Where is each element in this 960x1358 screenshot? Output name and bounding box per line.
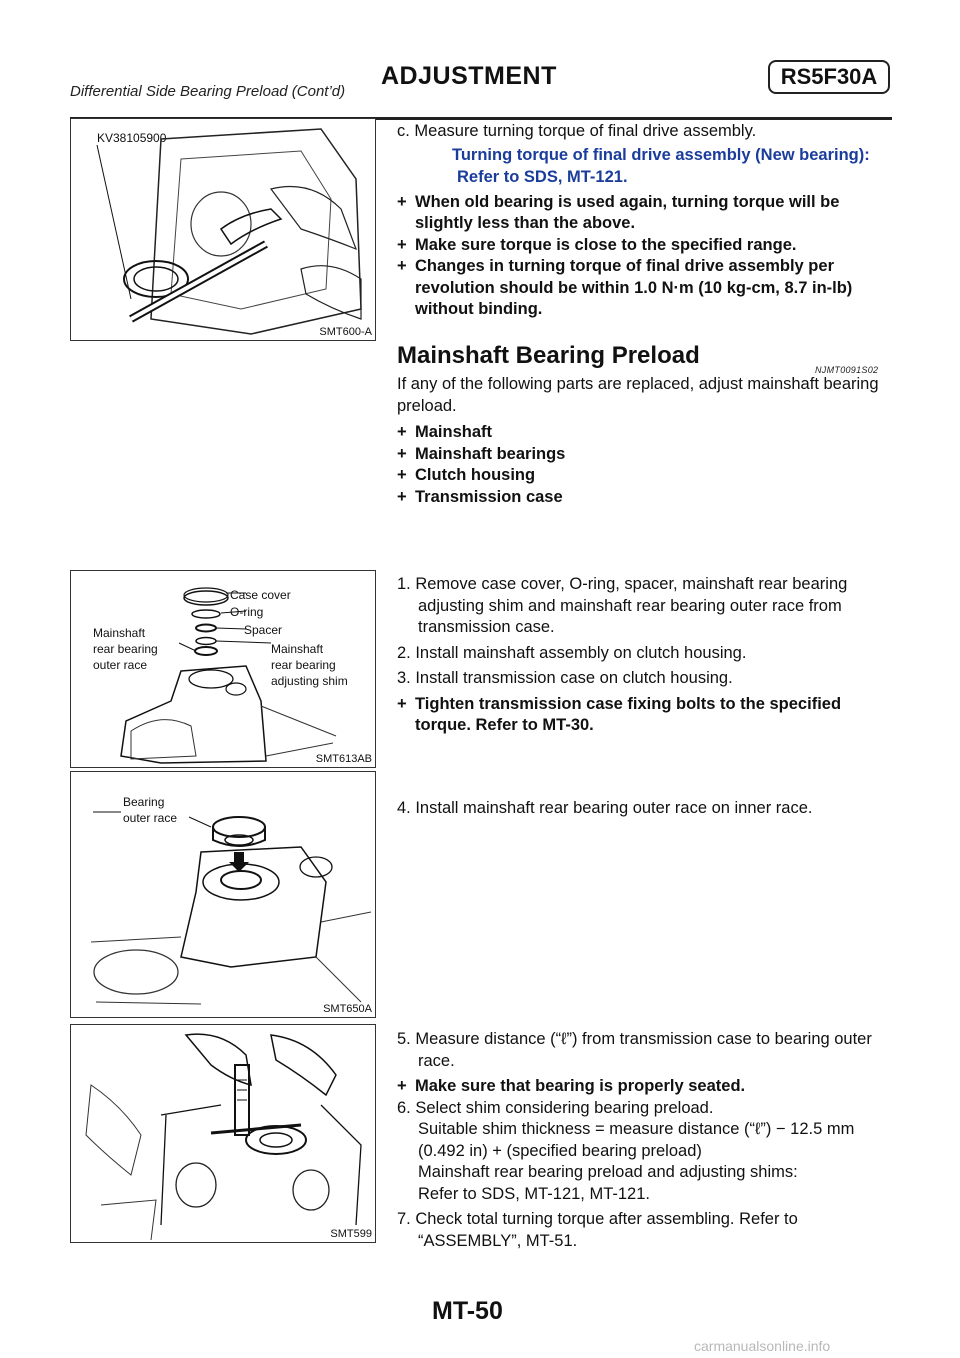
bullet-mark: + xyxy=(397,487,407,506)
depth-gauge-measurement-illustration xyxy=(71,1025,375,1242)
part-mainshaft-bearings xyxy=(397,444,893,466)
measure-shim-block xyxy=(397,1029,893,1252)
figure-code: SMT613AB xyxy=(315,753,372,765)
model-badge: RS5F30A xyxy=(768,60,890,94)
fig2-label: Spacer xyxy=(244,623,283,637)
figure-code: SMT650A xyxy=(323,1003,372,1015)
step-c: c. Measure turning torque of final drive assembly. xyxy=(397,122,757,140)
step-6-formula: Suitable shim thickness = measure distance (“ℓ”) − 12.5 mm (0.492 in) + (specified bearing preload) xyxy=(418,1120,855,1160)
fig2-label: Mainshaft xyxy=(93,626,146,640)
fig2-label: rear bearing xyxy=(271,658,336,672)
bullet-tighten-bolts xyxy=(397,694,893,737)
figure-code: SMT599 xyxy=(330,1228,372,1240)
figure-smt599 xyxy=(70,1024,376,1243)
bullet-torque-range xyxy=(397,235,893,257)
step-6-reference: Refer to SDS, MT-121, MT-121. xyxy=(418,1184,650,1203)
bullet-text: Make sure that bearing is properly seated. xyxy=(415,1077,746,1095)
bullet-text: When old bearing is used again, turning torque will be slightly less than the above. xyxy=(415,192,840,232)
figure-smt600a xyxy=(70,118,376,341)
fig2-label: O-ring xyxy=(230,605,264,619)
step-5: 5. Measure distance (“ℓ”) from transmission case to bearing outer race. xyxy=(397,1030,872,1070)
page-title: ADJUSTMENT xyxy=(381,62,557,90)
step-2: 2. Install mainshaft assembly on clutch housing. xyxy=(397,643,747,662)
part-label: Mainshaft bearings xyxy=(415,444,566,463)
section-intro-block xyxy=(397,374,893,508)
bullet-mark: + xyxy=(397,235,407,254)
spec-line: Turning torque of final drive assembly (New bearing): xyxy=(452,145,870,164)
part-transmission-case xyxy=(397,487,893,509)
bullet-torque-change xyxy=(397,256,893,321)
bullet-old-bearing xyxy=(397,192,893,235)
bullet-mark: + xyxy=(397,257,407,275)
bullet-mark: + xyxy=(397,444,407,463)
bullet-mark: + xyxy=(397,423,407,441)
section-code: NJMT0091S02 xyxy=(815,365,879,375)
bullet-mark: + xyxy=(397,192,407,211)
install-outer-race-block xyxy=(397,798,893,820)
torque-wrench-illustration xyxy=(71,119,375,340)
step-6-shim-note: Mainshaft rear bearing preload and adjusting shims: xyxy=(418,1163,798,1181)
fig3-label: Bearing xyxy=(123,795,165,809)
step-3: 3. Install transmission case on clutch housing. xyxy=(397,669,733,687)
bearing-outer-race-illustration xyxy=(71,772,375,1017)
step-1: 1. Remove case cover, O-ring, spacer, mainshaft rear bearing adjusting shim and mainshaft rear bearing outer race from transmission case. xyxy=(397,575,848,636)
figure-smt613ab xyxy=(70,570,376,768)
watermark: carmanualsonline.info xyxy=(694,1338,831,1354)
step-7: 7. Check total turning torque after assembling. Refer to “ASSEMBLY”, MT-51. xyxy=(397,1210,798,1250)
bullet-text: Tighten transmission case fixing bolts to the specified torque. Refer to MT-30. xyxy=(415,694,842,734)
figure-code: SMT600-A xyxy=(319,326,372,338)
spec-reference: Refer to SDS, MT-121. xyxy=(457,168,628,186)
turning-torque-block xyxy=(397,121,893,321)
bullet-mark: + xyxy=(397,1077,407,1095)
fig2-label: Mainshaft xyxy=(271,642,324,656)
fig3-label: outer race xyxy=(123,811,178,825)
bullet-bearing-seated xyxy=(397,1076,893,1098)
install-steps-block xyxy=(397,574,893,737)
step-6: 6. Select shim considering bearing preload. xyxy=(397,1098,714,1117)
part-label: Clutch housing xyxy=(415,466,536,484)
part-label: Transmission case xyxy=(415,487,563,506)
section-title: Mainshaft Bearing Preload xyxy=(397,342,700,369)
bullet-mark: + xyxy=(397,694,407,713)
step-4: 4. Install mainshaft rear bearing outer race on inner race. xyxy=(397,799,813,817)
part-mainshaft xyxy=(397,422,893,444)
bullet-mark: + xyxy=(397,466,407,484)
figure-smt650a xyxy=(70,771,376,1018)
part-label: Mainshaft xyxy=(415,423,493,441)
fig1-tool-label: KV38105900 xyxy=(97,131,167,145)
page-subtitle: Differential Side Bearing Preload (Cont’d) xyxy=(70,83,346,100)
fig2-label: rear bearing xyxy=(93,642,158,656)
section-intro: If any of the following parts are replaced, adjust mainshaft bearing preload. xyxy=(397,375,879,415)
part-clutch-housing xyxy=(397,465,893,487)
page-number: MT-50 xyxy=(432,1297,503,1325)
bullet-text: Make sure torque is close to the specified range. xyxy=(415,235,797,254)
fig2-label: adjusting shim xyxy=(271,674,348,688)
case-cover-exploded-illustration xyxy=(71,571,375,767)
bullet-text: Changes in turning torque of final drive assembly per revolution should be within 1.0 N·m (10 kg-cm, 8.7 in-lb) without binding. xyxy=(415,257,853,318)
fig2-label: Case cover xyxy=(230,588,291,602)
fig2-label: outer race xyxy=(93,658,148,672)
